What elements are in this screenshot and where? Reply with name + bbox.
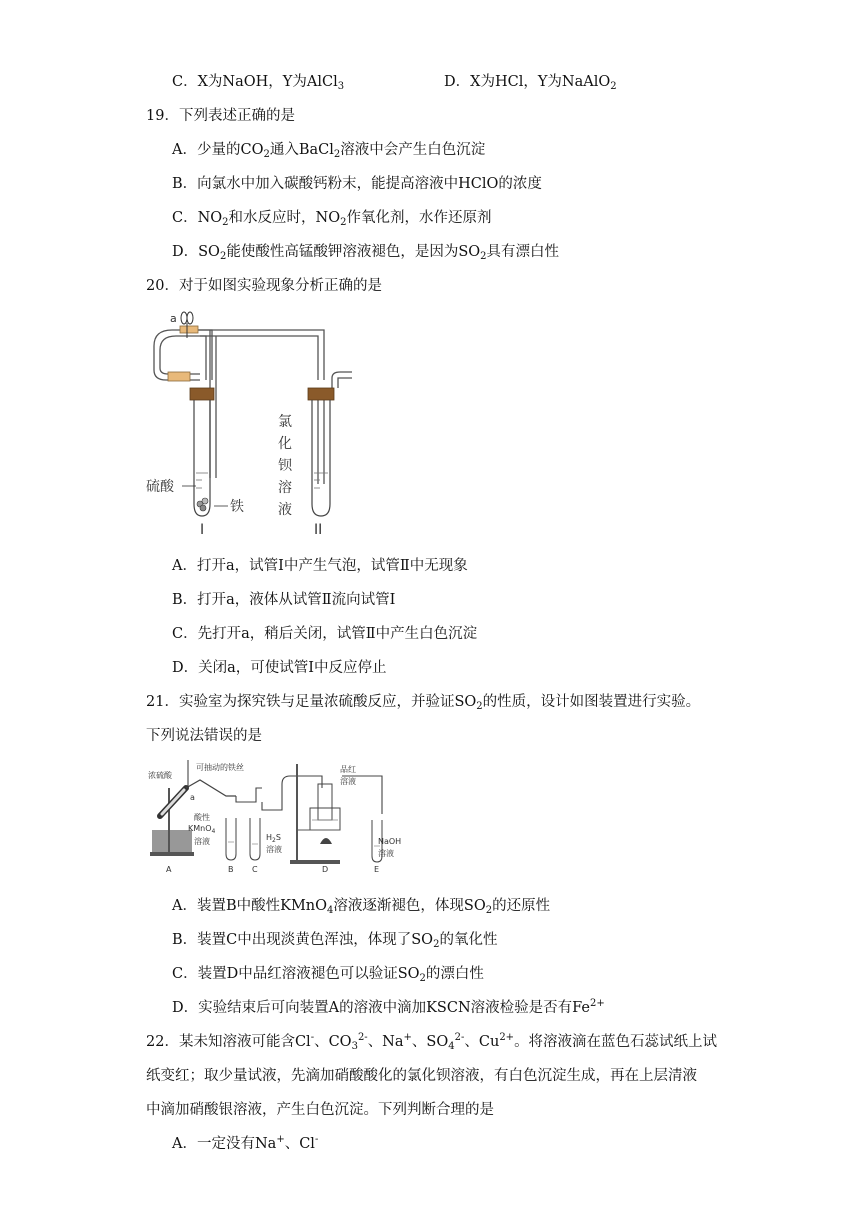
q19-option-d: D．$SO_2$能使酸性高锰酸钾溶液褪色，是因为$SO_2$具有漂白性	[172, 244, 560, 262]
apparatus-d	[290, 764, 340, 864]
b-solution-label: KMnO$_4$	[188, 824, 216, 835]
apparatus-letter: E	[374, 865, 380, 874]
q22-stem: 22．某未知溶液可能含Cl-、$CO_3^{2-}$、Na+、$SO_4^{2-}$、$Cu^{2+}$。将溶液滴在蓝色石蕊试纸上试	[146, 1032, 718, 1052]
solution-char: 钡	[278, 458, 292, 474]
valve-a-label: a	[190, 793, 195, 802]
q19-stem: 19．下列表述正确的是	[146, 108, 295, 124]
e-solution-label: NaOH	[378, 837, 402, 846]
q19-option-a: A．少量的$CO_2$通入BaCl$_2$溶液中会产生白色沉淀	[172, 142, 486, 160]
q18-option-d: D．X为HCl，Y为NaAlO$_2$	[444, 74, 617, 92]
q18-option-c: C．X为NaOH，Y为AlCl$_3$	[172, 74, 345, 92]
q20-option-b: B．打开a，液体从试管Ⅱ流向试管Ⅰ	[172, 592, 396, 608]
q19-option-c: C．$NO_2$和水反应时，$NO_2$作氧化剂，水作还原剂	[172, 210, 492, 228]
b-solution-label: 酸性	[194, 813, 210, 822]
q21-option-b: B．装置C中出现淡黄色浑浊，体现了$SO_2$的氧化性	[172, 932, 498, 950]
tube-i-label: I	[200, 522, 205, 538]
q22-option-a: A．一定没有Na+、Cl-	[172, 1134, 319, 1152]
solution-char: 液	[278, 502, 292, 518]
connecting-tubing	[236, 776, 382, 814]
q22-stem-line2: 纸变红；取少量试液，先滴加硝酸酸化的氯化钡溶液，有白色沉淀生成，再在上层清液	[146, 1068, 697, 1084]
tube-b	[226, 818, 236, 860]
q21-apparatus-figure	[146, 758, 416, 878]
q20-option-a: A．打开a，试管Ⅰ中产生气泡，试管Ⅱ中无现象	[172, 558, 468, 574]
apparatus-letter: A	[166, 865, 172, 874]
sulfuric-acid-label: 硫酸	[146, 479, 174, 495]
q20-apparatus-figure	[140, 308, 370, 540]
q19-option-b: B．向氯水中加入碳酸钙粉末，能提高溶液中HClO的浓度	[172, 176, 542, 192]
rubber-tube-joint	[168, 372, 190, 381]
test-tube-i	[190, 388, 214, 516]
apparatus-letter: B	[228, 865, 234, 874]
apparatus-letter: C	[252, 865, 258, 874]
d-solution-label: 溶液	[340, 777, 356, 786]
conc-acid-label: 浓硫酸	[148, 771, 172, 780]
apparatus-letter: D	[322, 865, 329, 874]
q21-stem: 21．实验室为探究铁与足量浓硫酸反应，并验证$SO_2$的性质，设计如图装置进行实验。	[146, 694, 701, 712]
tube-ii-label: II	[314, 522, 323, 538]
q21-option-d: D．实验结束后可向装置A的溶液中滴加KSCN溶液检验是否有$Fe^{2+}$	[172, 998, 605, 1016]
q21-stem-line2: 下列说法错误的是	[146, 728, 262, 744]
iron-label: 铁	[230, 499, 244, 515]
glass-tubing	[154, 330, 352, 484]
q21-option-a: A．装置B中酸性KMnO$_4$溶液逐渐褪色，体现$SO_2$的还原性	[172, 898, 551, 916]
q22-stem-line3: 中滴加硝酸银溶液，产生白色沉淀。下列判断合理的是	[146, 1102, 494, 1118]
q20-option-d: D．关闭a，可使试管Ⅰ中反应停止	[172, 660, 387, 676]
e-solution-label: 溶液	[378, 849, 394, 858]
c-solution-label: $H_2S$	[266, 833, 281, 844]
b-solution-label: 溶液	[194, 837, 210, 846]
d-solution-label: 品红	[340, 765, 356, 774]
solution-char: 溶	[278, 480, 292, 496]
q21-option-c: C．装置D中品红溶液褪色可以验证$SO_2$的漂白性	[172, 966, 484, 984]
iron-wire-label: 可抽动的铁丝	[196, 763, 244, 772]
test-tube-ii	[308, 388, 334, 516]
q20-option-c: C．先打开a，稍后关闭，试管Ⅱ中产生白色沉淀	[172, 626, 478, 642]
solution-char: 化	[278, 436, 292, 452]
tube-c	[250, 818, 260, 860]
valve-label: a	[170, 312, 177, 325]
solution-char: 氯	[278, 414, 292, 430]
c-solution-label: 溶液	[266, 845, 282, 854]
q20-stem: 20．对于如图实验现象分析正确的是	[146, 278, 382, 294]
clamp-a-icon	[180, 312, 198, 338]
